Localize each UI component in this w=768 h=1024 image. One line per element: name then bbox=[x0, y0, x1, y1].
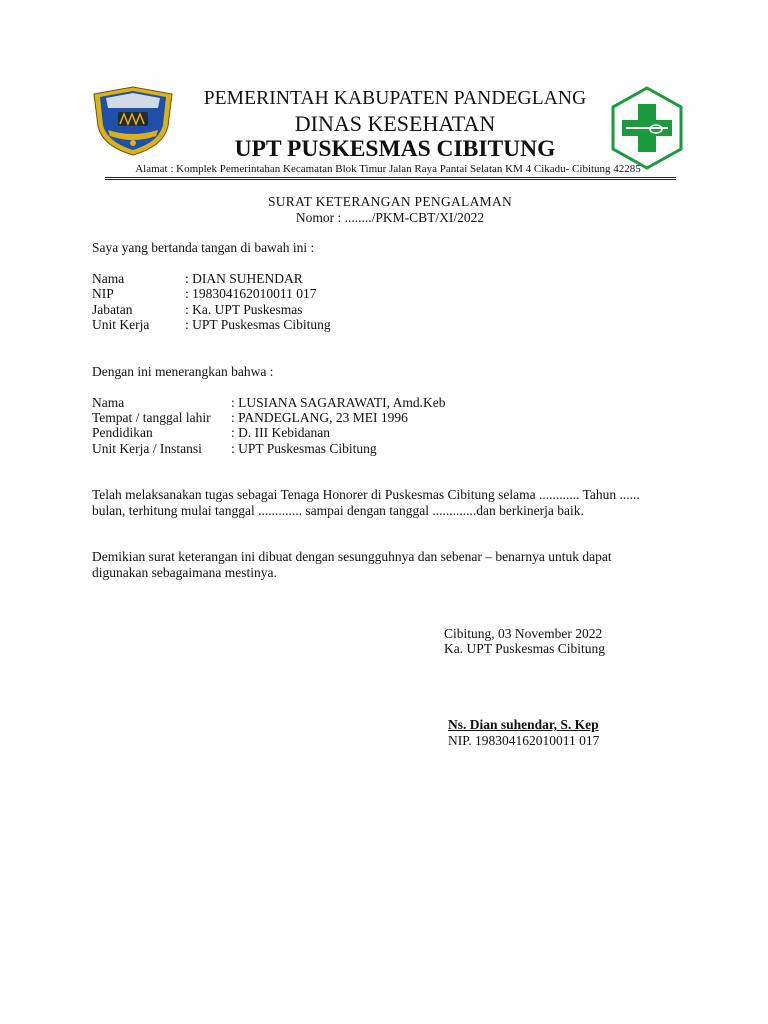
header-department: DINAS KESEHATAN bbox=[294, 111, 496, 136]
signer-nip-value: : 198304162010011 017 bbox=[185, 286, 317, 301]
letter-number: Nomor : ......../PKM-CBT/XI/2022 bbox=[295, 210, 485, 225]
body-paragraph: Telah melaksanakan tugas sebagai Tenaga Honorer di Puskesmas Cibitung selama ............ Tahun ...... bulan, terhitung mulai tanggal ............. sampai dengan tanggal .............dan berkinerja baik. bbox=[92, 487, 640, 518]
subject-birth-value: : PANDEGLANG, 23 MEI 1996 bbox=[231, 410, 408, 425]
closing-paragraph: Demikian surat keterangan ini dibuat dengan sesungguhnya dan sebenar – benarnya untuk dapat digunakan sebagaimana mestinya. bbox=[92, 549, 612, 580]
signer-position-label: Jabatan bbox=[92, 302, 133, 317]
statement-intro: Dengan ini menerangkan bahwa : bbox=[92, 364, 274, 379]
signer-unit-value: : UPT Puskesmas Cibitung bbox=[185, 317, 331, 332]
subject-education-value: : D. III Kebidanan bbox=[231, 425, 330, 440]
signature-name: Ns. Dian suhendar, S. Kep bbox=[448, 717, 599, 732]
signer-position-value: : Ka. UPT Puskesmas bbox=[185, 302, 303, 317]
signer-name-value: : DIAN SUHENDAR bbox=[185, 271, 303, 286]
header-address: Alamat : Komplek Pemerintahan Kecamatan Blok Timur Jalan Raya Pantai Selatan KM 4 Cikadu- Cibitung 42285 bbox=[135, 163, 641, 175]
subject-birth-label: Tempat / tanggal lahir bbox=[92, 410, 211, 425]
signature-position: Ka. UPT Puskesmas Cibitung bbox=[444, 641, 606, 656]
subject-name-value: : LUSIANA SAGARAWATI, Amd.Keb bbox=[231, 395, 446, 410]
signature-place-date: Cibitung, 03 November 2022 bbox=[444, 626, 603, 641]
subject-unit-label: Unit Kerja / Instansi bbox=[92, 441, 202, 456]
intro-text: Saya yang bertanda tangan di bawah ini : bbox=[92, 240, 315, 255]
subject-education-label: Pendidikan bbox=[92, 425, 153, 440]
subject-unit-value: : UPT Puskesmas Cibitung bbox=[231, 441, 377, 456]
signer-name-label: Nama bbox=[92, 271, 125, 286]
letter-title: SURAT KETERANGAN PENGALAMAN bbox=[267, 194, 513, 209]
header-divider-secondary bbox=[105, 179, 676, 180]
header-divider bbox=[105, 177, 676, 178]
header-government: PEMERINTAH KABUPATEN PANDEGLANG bbox=[203, 88, 587, 109]
signer-unit-label: Unit Kerja bbox=[92, 317, 150, 332]
subject-name-label: Nama bbox=[92, 395, 125, 410]
signer-nip-label: NIP bbox=[92, 286, 114, 301]
header-institution: UPT PUSKESMAS CIBITUNG bbox=[234, 136, 556, 162]
signature-nip: NIP. 198304162010011 017 bbox=[448, 733, 600, 748]
